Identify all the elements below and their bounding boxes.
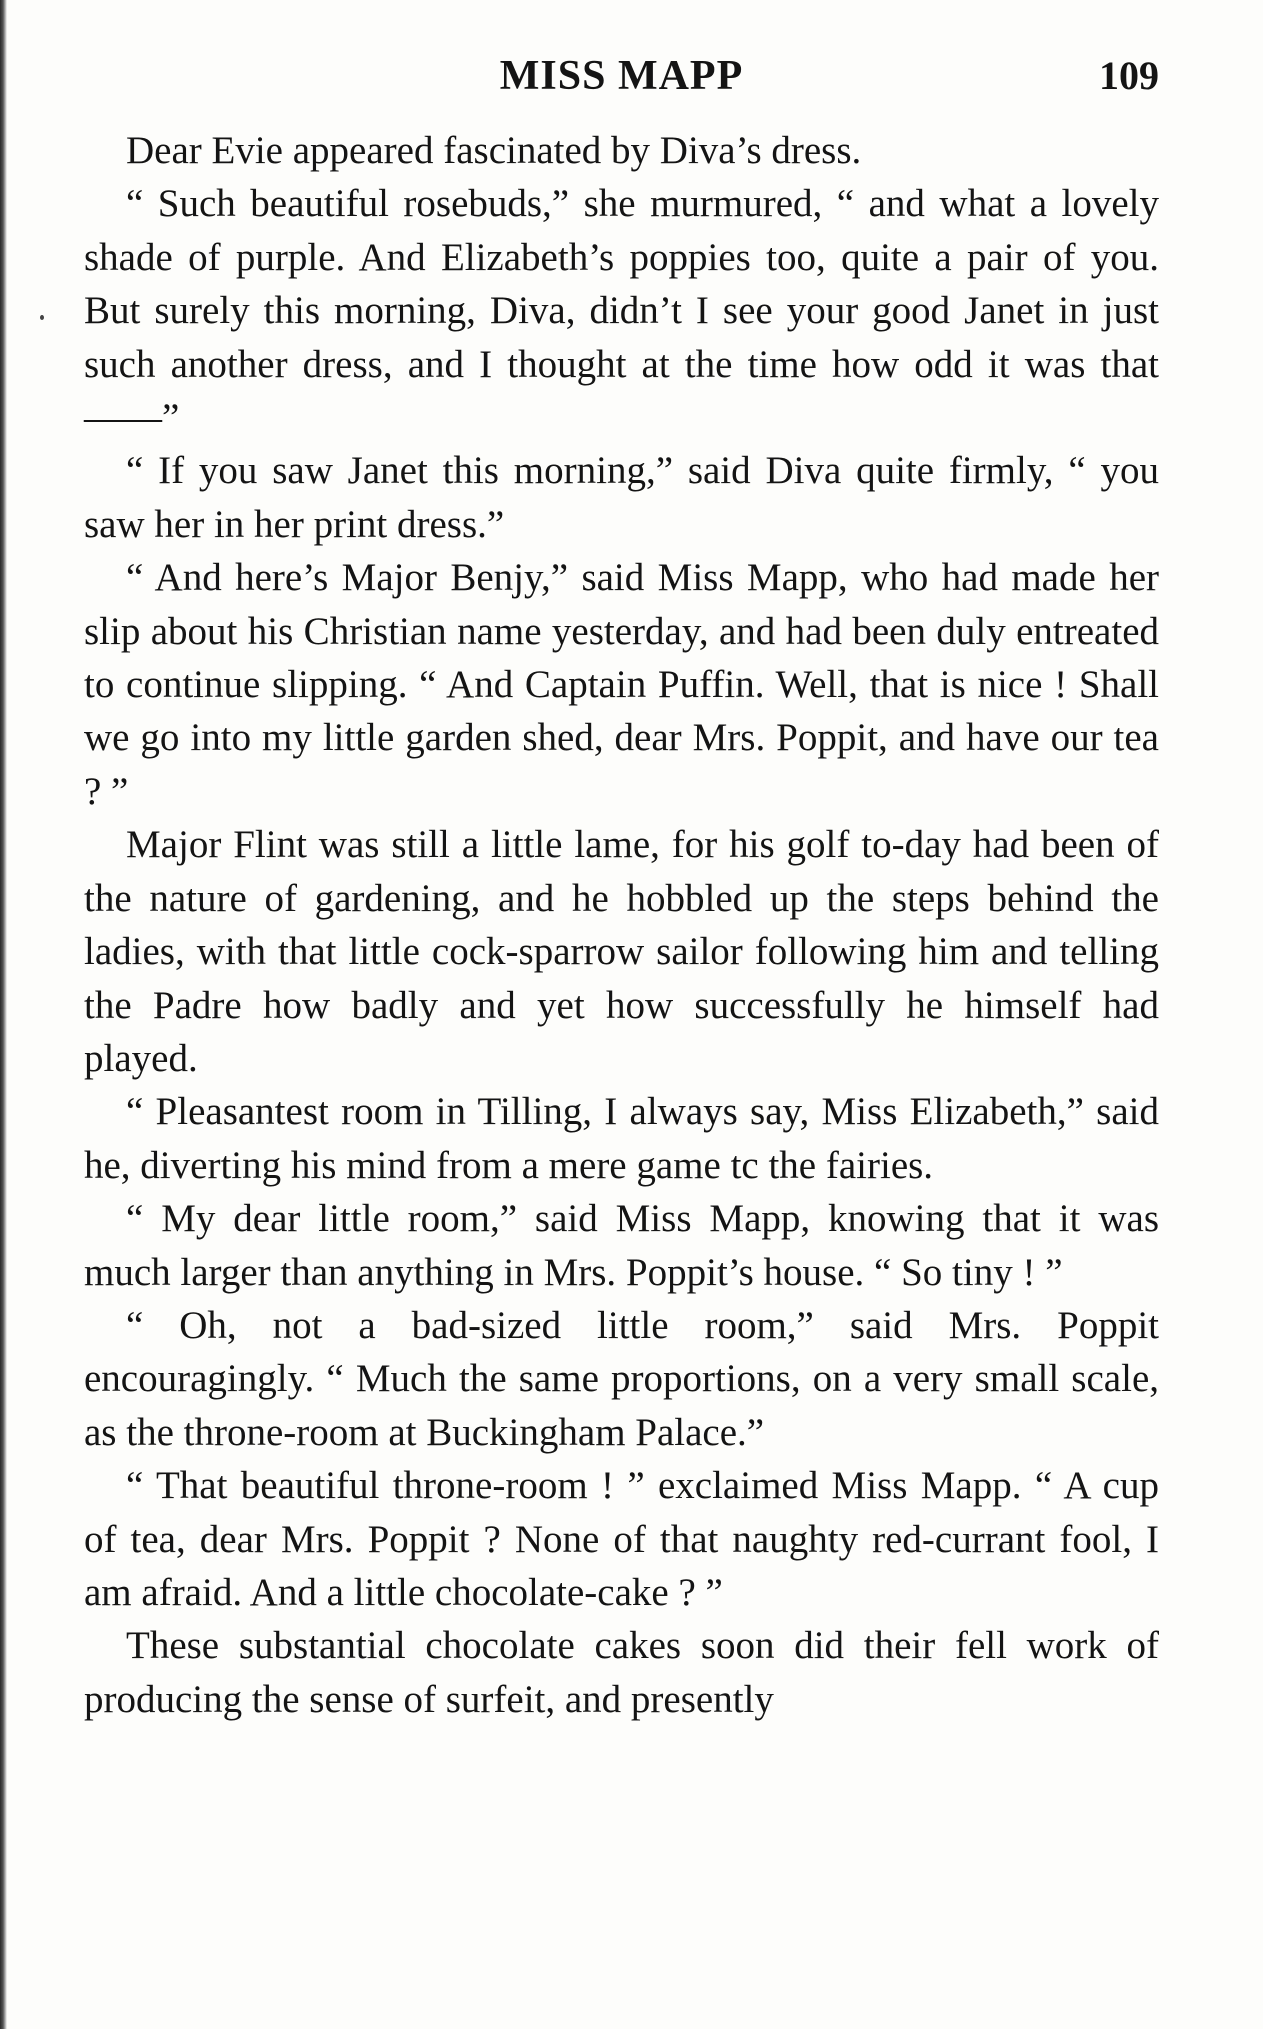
paragraph: “ That beautiful throne-room ! ” exclaimed Miss Mapp. “ A cup of tea, dear Mrs. Poppit ? None of that naughty red-currant fool, I am afraid. And a little chocolate-cake ? ” xyxy=(84,1464,1159,1614)
paragraph: Major Flint was still a little lame, for his golf to-day had been of the nature of gardening, and he hobbled up the steps behind the ladies, with that little cock-sparrow sailor following him and telling the Padre how badly and yet how successfully he himself had played. xyxy=(84,823,1159,1080)
paragraph: Dear Evie appeared fascinated by Diva’s dress. xyxy=(126,129,862,172)
paragraph: “ If you saw Janet this morning,” said Diva quite firmly, “ you saw her in her print dress.” xyxy=(84,449,1159,546)
paragraph: “ Such beautiful rosebuds,” she murmured, “ and what a lovely shade of purple. And Elizabeth’s poppies too, quite a pair of you. But surely this morning, Diva, didn’t I see your good Janet in just such another dress, and I thought at the time how odd it was that——” xyxy=(84,182,1159,440)
paragraph: “ My dear little room,” said Miss Mapp, knowing that it was much larger than anything in Mrs. Poppit’s house. “ So tiny ! ” xyxy=(84,1197,1159,1294)
page-speck xyxy=(40,315,44,320)
page-number: 109 xyxy=(1099,53,1159,98)
paragraph: “ Pleasantest room in Tilling, I always say, Miss Elizabeth,” said he, diverting his mind from a mere game tc the fairies. xyxy=(84,1090,1159,1187)
paragraph: These substantial chocolate cakes soon did their fell work of producing the sense of surfeit, and presently xyxy=(84,1624,1159,1721)
page-spine-edge xyxy=(0,0,7,2029)
running-header xyxy=(84,48,1159,108)
running-title: MISS MAPP xyxy=(499,53,744,99)
body-text xyxy=(84,124,1159,1726)
paragraph: “ And here’s Major Benjy,” said Miss Mapp, who had made her slip about his Christian name yesterday, and had been duly entreated to continue slipping. “ And Captain Puffin. Well, that is nice ! Shall we go into my little garden shed, dear Mrs. Poppit, and have our tea ? ” xyxy=(84,556,1159,813)
paragraph: “ Oh, not a bad-sized little room,” said Mrs. Poppit encouragingly. “ Much the same proportions, on a very small scale, as the throne-room at Buckingham Palace.” xyxy=(84,1303,1159,1454)
